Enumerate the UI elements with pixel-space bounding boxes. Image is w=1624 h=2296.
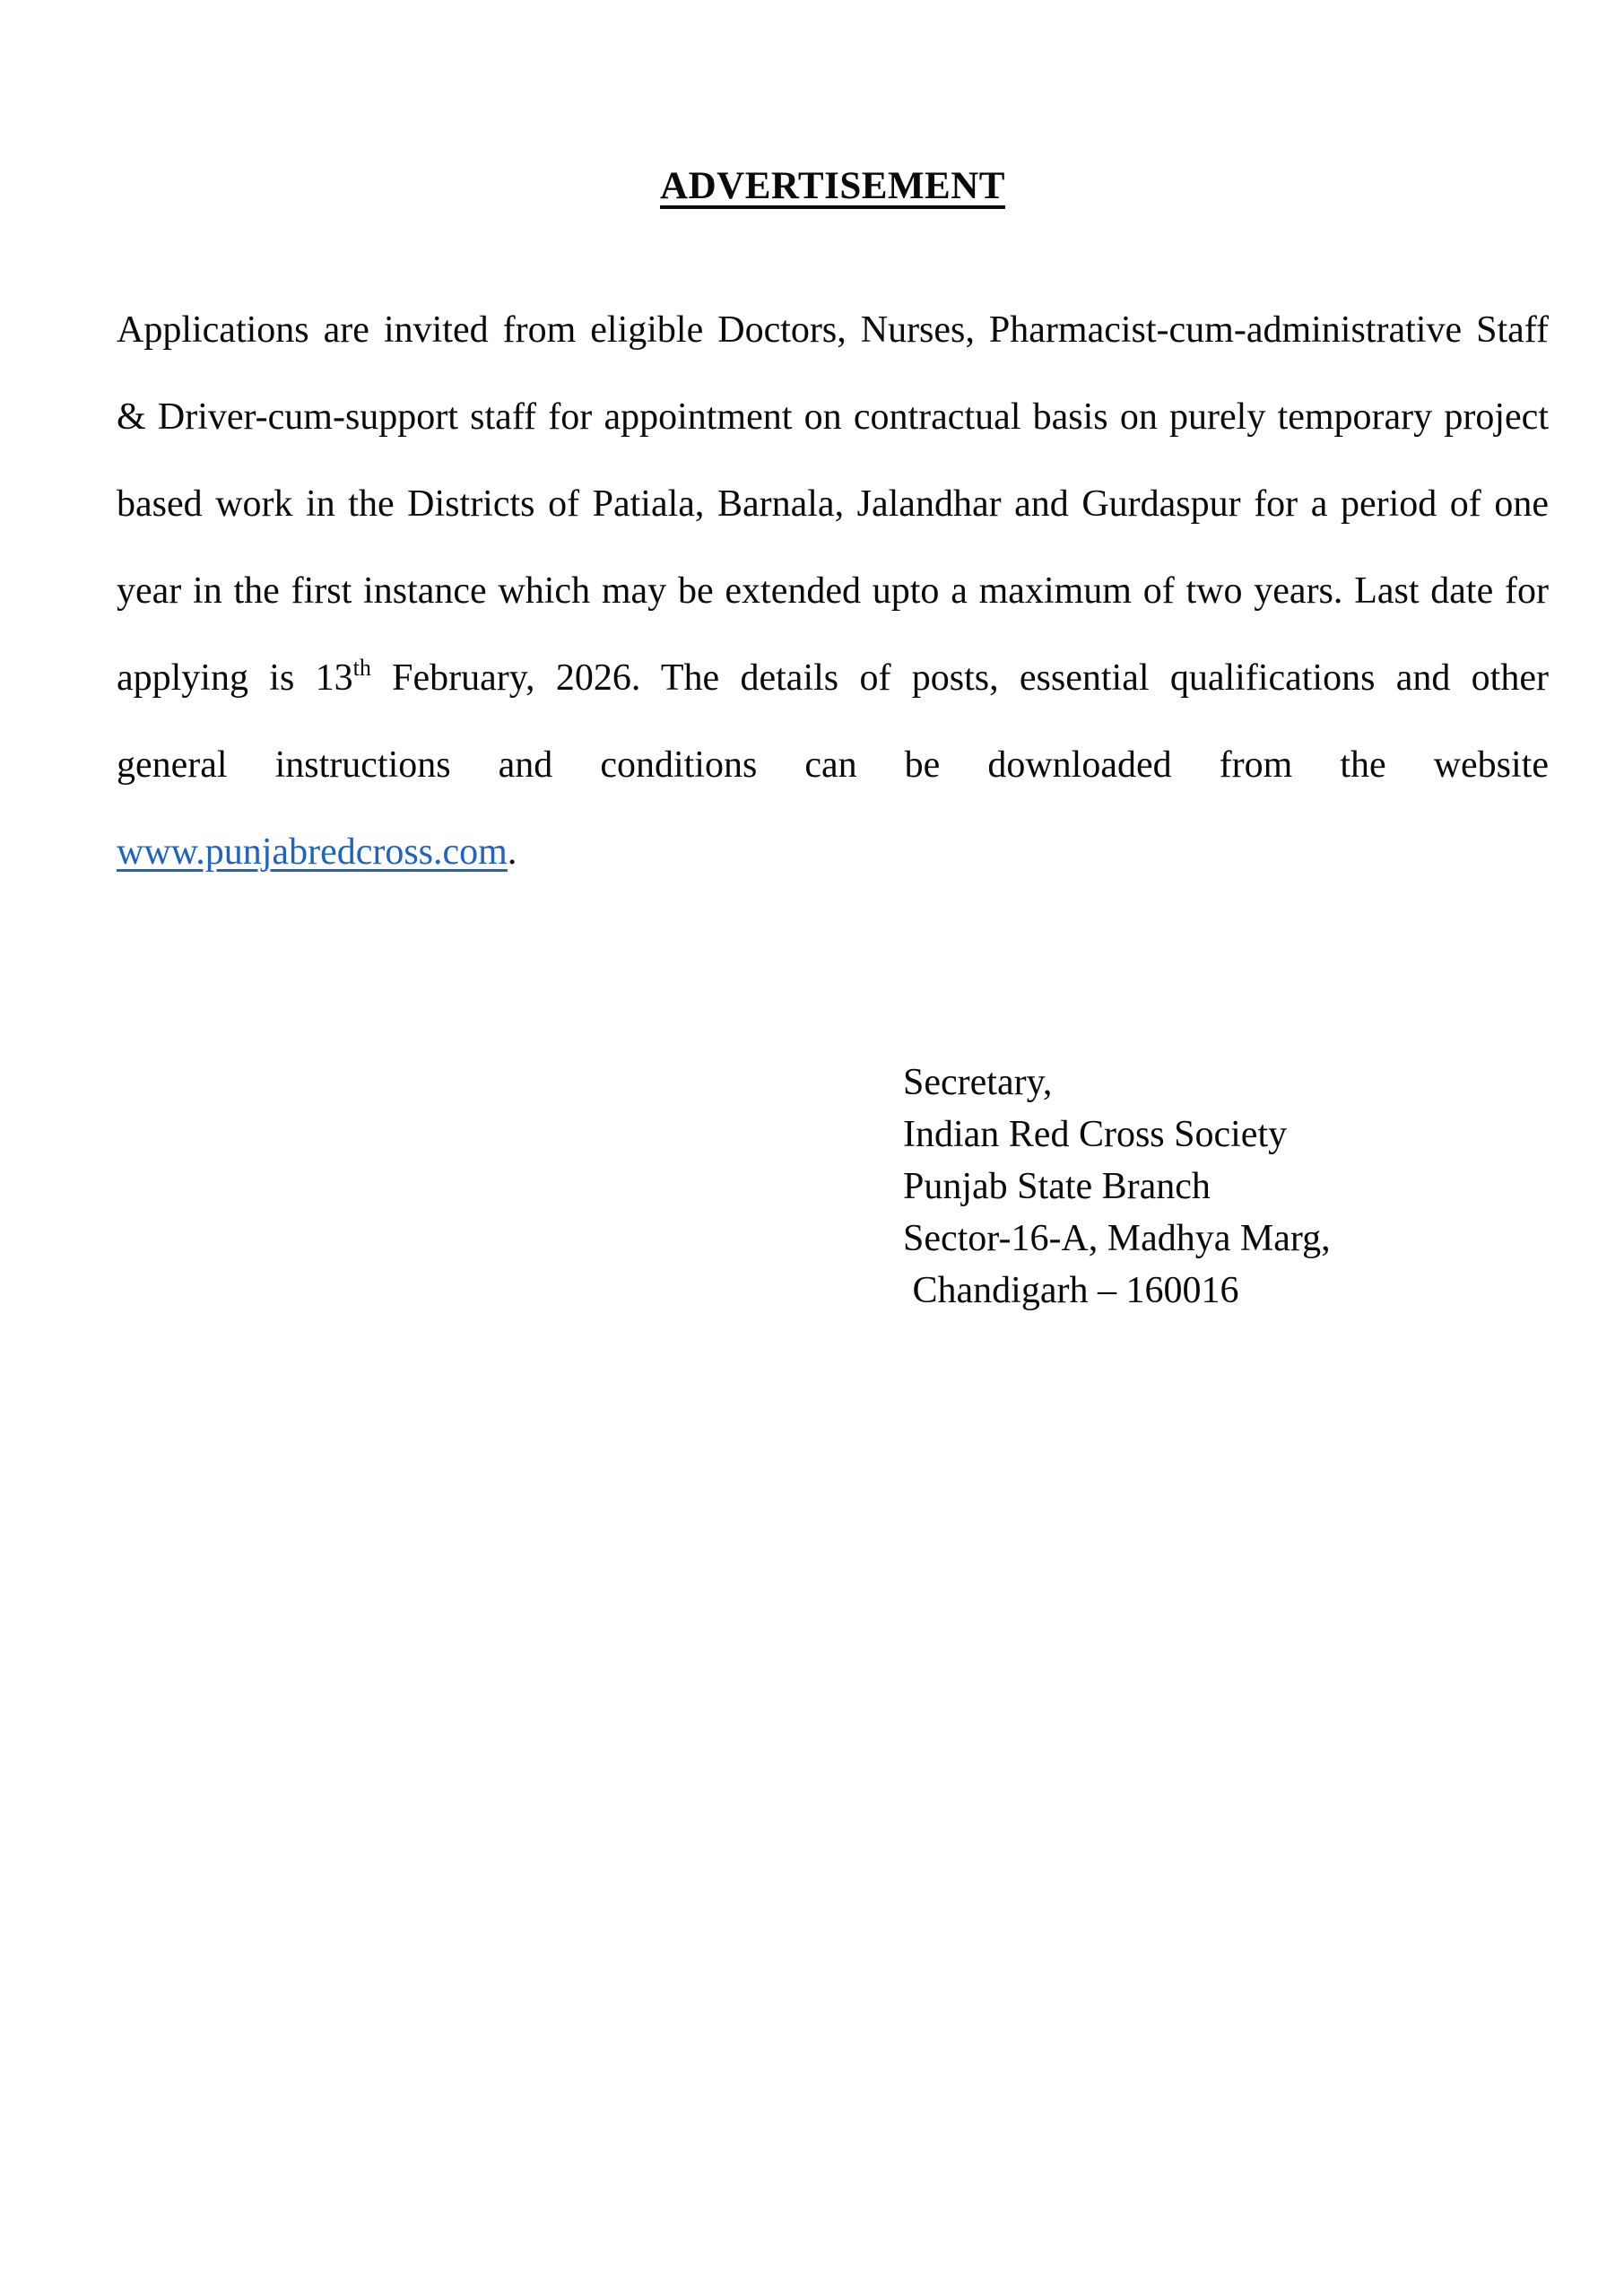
signature-organization: Indian Red Cross Society [903, 1114, 1288, 1155]
date-line-post: February, 2026. The details of posts, essential qualifications and other [370, 657, 1549, 699]
paragraph-line: & Driver-cum-support staff for appointment on contractual basis on purely temporary project [117, 396, 1549, 438]
date-line-pre: applying is 13 [117, 657, 353, 699]
paragraph-line-date [117, 635, 1549, 722]
title-row [117, 164, 1549, 208]
paragraph-line-link [117, 809, 1549, 896]
signature-branch: Punjab State Branch [903, 1166, 1211, 1207]
paragraph-line: based work in the Districts of Patiala, Barnala, Jalandhar and Gurdaspur for a period of one [117, 483, 1549, 525]
signature-address: Sector-16-A, Madhya Marg, [903, 1218, 1331, 1259]
advertisement-paragraph [117, 287, 1549, 896]
signature-role: Secretary, [903, 1062, 1053, 1103]
paragraph-line: year in the first instance which may be extended upto a maximum of two years. Last date for [117, 570, 1549, 612]
page-title: ADVERTISEMENT [660, 165, 1005, 207]
website-link[interactable]: www.punjabredcross.com [117, 831, 508, 873]
link-period: . [507, 831, 517, 873]
ordinal-suffix: th [352, 655, 371, 681]
paragraph-line: Applications are invited from eligible Doctors, Nurses, Pharmacist-cum-administrative Staff [117, 309, 1549, 351]
signature-block [903, 1057, 1331, 1317]
signature-city-pin: Chandigarh – 160016 [903, 1270, 1239, 1311]
paragraph-line: general instructions and conditions can be downloaded from the website [117, 744, 1549, 786]
